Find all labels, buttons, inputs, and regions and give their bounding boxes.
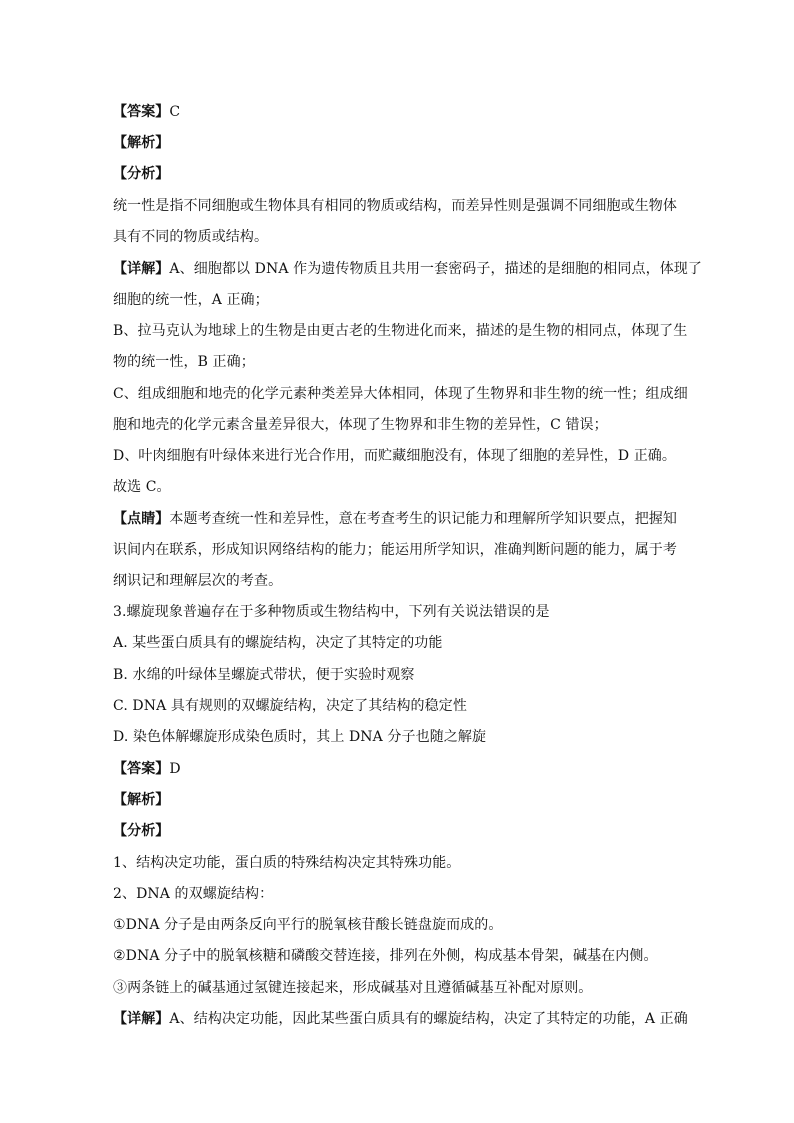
q3-analysis-line [113,790,683,810]
dianjing-text: 本题考查统一性和差异性，意在考查考生的识记能力和理解所学知识要点，把握知 [169,511,678,527]
choose-line: 故选 C。 [113,479,171,495]
q2-detail-line [113,259,702,279]
paragraph-line: 物的统一性，B 正确； [113,354,255,370]
q3-detail-line [113,1009,688,1029]
detail-text: A、结构决定功能，因此某些蛋白质具有的螺旋结构，决定了其特定的功能，A 正确 [169,1011,688,1027]
q3-fenxi-line [113,821,683,841]
paragraph-line: 识间内在联系，形成知识网络结构的能力；能运用所学知识，准确判断问题的能力，属于考 [113,542,677,558]
detail-tag: 【详解】 [113,261,170,277]
paragraph-line: ①DNA 分子是由两条反向平行的脱氧核苷酸长链盘旋而成的。 [113,917,503,933]
answer-value: C [169,104,181,120]
paragraph-line: 胞和地壳的化学元素含量差异很大，体现了生物界和非生物的差异性，C 错误； [113,417,608,433]
analysis-tag: 【解析】 [113,792,170,808]
paragraph-line: B、拉马克认为地球上的生物是由更古老的生物进化而来，描述的是生物的相同点，体现了生 [113,323,688,339]
detail-text: A、细胞都以 DNA 作为遗传物质且共用一套密码子，描述的是细胞的相同点，体现了 [169,261,702,277]
paragraph-line: ②DNA 分子中的脱氧核糖和磷酸交替连接，排列在外侧，构成基本骨架，碱基在内侧。 [113,948,658,964]
answer-tag: 【答案】 [113,104,170,120]
q2-answer-line [113,102,683,122]
option-b: B. 水绵的叶绿体呈螺旋式带状，便于实验时观察 [113,667,415,683]
paragraph-line: 纲识记和理解层次的考查。 [113,573,283,589]
q2-fenxi-line [113,164,683,184]
answer-tag: 【答案】 [113,761,170,777]
fenxi-tag: 【分析】 [113,166,170,182]
paragraph-line: D、叶肉细胞有叶绿体来进行光合作用，而贮藏细胞没有，体现了细胞的差异性，D 正确。 [113,448,676,464]
answer-value: D [169,761,181,777]
paragraph-line: 2、DNA 的双螺旋结构： [113,886,274,902]
analysis-tag: 【解析】 [113,135,170,151]
question-3-stem: 3.螺旋现象普遍存在于多种物质或生物结构中，下列有关说法错误的是 [113,604,550,620]
q2-analysis-line [113,133,683,153]
paragraph-line: 1、结构决定功能，蛋白质的特殊结构决定其特殊功能。 [113,855,461,871]
option-c: C. DNA 具有规则的双螺旋结构，决定了其结构的稳定性 [113,698,467,714]
paragraph-line: 具有不同的物质或结构。 [113,229,269,245]
fenxi-tag: 【分析】 [113,823,170,839]
paragraph-line: 细胞的统一性，A 正确； [113,292,269,308]
detail-tag: 【详解】 [113,1011,170,1027]
dianjing-tag: 【点睛】 [113,511,170,527]
paragraph-line: 统一性是指不同细胞或生物体具有相同的物质或结构，而差异性则是强调不同细胞或生物体 [113,198,677,214]
q3-answer-line [113,759,683,779]
paragraph-line: ③两条链上的碱基通过氢键连接起来，形成碱基对且遵循碱基互补配对原则。 [113,980,593,996]
paragraph-line: C、组成细胞和地壳的化学元素种类差异大体相同，体现了生物界和非生物的统一性；组成细 [113,386,688,402]
q2-dianjing-line [113,509,683,529]
option-a: A. 某些蛋白质具有的螺旋结构，决定了其特定的功能 [113,635,443,651]
option-d: D. 染色体解螺旋形成染色质时，其上 DNA 分子也随之解旋 [113,729,487,745]
